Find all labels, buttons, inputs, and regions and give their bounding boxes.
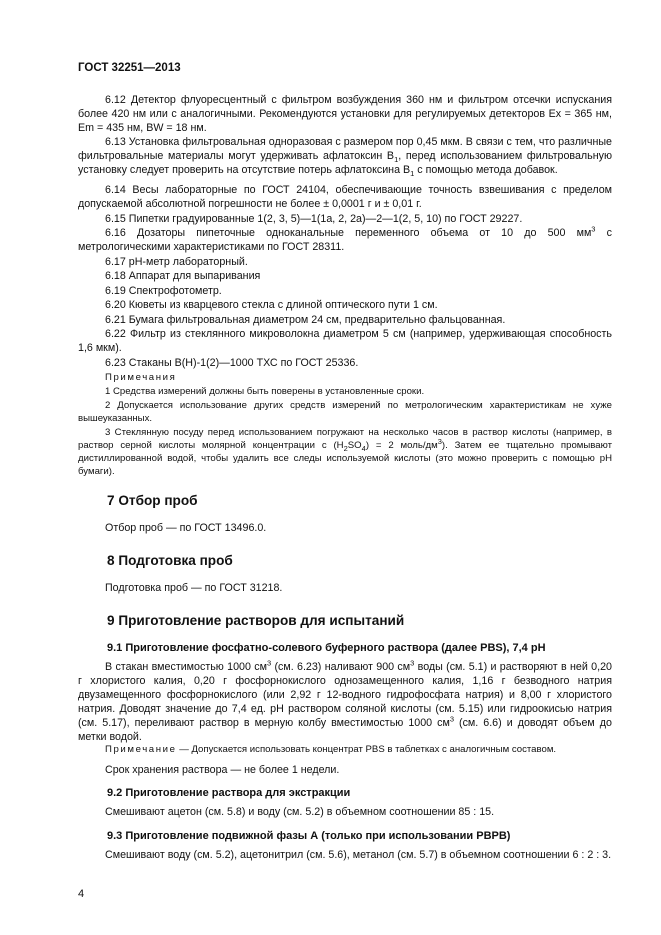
note-3 xyxy=(78,426,612,478)
item-6-21: 6.21 Бумага фильтровальная диаметром 24 см, предварительно фальцованная. xyxy=(105,314,506,326)
superscript: 3 xyxy=(591,224,596,234)
p91-part-d: (см. 6.6) и доводят объем до метки водой. xyxy=(78,717,612,743)
note-3-part-d: ). Затем ее тщательно промывают дистиллированной водой, чтобы удалить все следы используемой кислоты (это можно проверить с помощью pH бумаги). xyxy=(78,440,612,477)
page-number: 4 xyxy=(78,888,85,900)
note-3-part-c: ) = 2 моль/дм xyxy=(365,440,438,451)
item-6-14: 6.14 Весы лабораторные по ГОСТ 24104, обеспечивающие точность взвешивания с пределом допускаемой абсолютной погрешности не более ± 0,0001 г и ± 0,01 г. xyxy=(78,184,612,210)
p91-part-a: В стакан вместимостью 1000 см xyxy=(105,661,267,673)
item-6-16 xyxy=(78,226,612,254)
note-3-part-b: SO xyxy=(347,440,362,451)
subscript: 1 xyxy=(394,155,399,165)
section-8-text: Подготовка проб — по ГОСТ 31218. xyxy=(105,582,283,594)
note-9-1 xyxy=(78,743,612,756)
item-6-13 xyxy=(78,135,612,177)
subsection-9-1-heading: 9.1 Приготовление фосфатно-солевого буферного раствора (далее PBS), 7,4 pH xyxy=(107,642,546,654)
item-6-17: 6.17 pH-метр лабораторный. xyxy=(105,256,248,268)
p91-part-b: (см. 6.23) наливают 900 см xyxy=(271,661,411,673)
document-header: ГОСТ 32251—2013 xyxy=(78,62,181,74)
storage-text: Срок хранения раствора — не более 1 недели. xyxy=(105,764,340,776)
note-text: — Допускается использовать концентрат PBS в таблетках с аналогичным составом. xyxy=(176,744,557,755)
item-6-22: 6.22 Фильтр из стеклянного микроволокна диаметром 5 см (например, удерживающая способность 1,6 мкм). xyxy=(78,328,612,354)
note-label: Примечание xyxy=(105,744,177,755)
section-8-heading: 8 Подготовка проб xyxy=(107,553,233,568)
item-6-13-part-b: , перед использованием фильтровальную установку следует проверить на отсутствие потерь афлатоксина В xyxy=(78,150,612,176)
subsection-9-2-text: Смешивают ацетон (см. 5.8) и воду (см. 5.2) в объемном соотношении 85 : 15. xyxy=(105,806,495,818)
superscript: 3 xyxy=(449,714,454,724)
subscript: 1 xyxy=(410,169,415,179)
item-6-12: 6.12 Детектор флуоресцентный с фильтром возбуждения 360 нм и фильтром отсечки испускания более 420 нм или с аналогичными. Рекомендуются установки для регулируемых детекторов Ex = 365 нм, Em = 435 нм, BW = 18 нм. xyxy=(78,94,612,134)
section-7-heading: 7 Отбор проб xyxy=(107,493,198,508)
subsection-9-3-text: Смешивают воду (см. 5.2), ацетонитрил (см. 5.6), метанол (см. 5.7) в объемном соотношении 6 : 2 : 3. xyxy=(105,849,612,861)
subsection-9-1-text xyxy=(78,660,612,744)
item-6-18: 6.18 Аппарат для выпаривания xyxy=(105,270,261,282)
superscript: 3 xyxy=(410,658,415,668)
notes-title: Примечания xyxy=(105,372,177,383)
subsection-9-2-heading: 9.2 Приготовление раствора для экстракции xyxy=(107,787,351,799)
subscript: 2 xyxy=(343,443,348,453)
subsection-9-3-heading: 9.3 Приготовление подвижной фазы А (только при использовании PBPB) xyxy=(107,830,511,842)
item-6-15: 6.15 Пипетки градуированные 1(2, 3, 5)—1(1а, 2, 2а)—2—1(2, 5, 10) по ГОСТ 29227. xyxy=(105,213,523,225)
note-2: 2 Допускается использование других средств измерений по метрологическим характеристикам не хуже вышеуказанных. xyxy=(78,400,612,424)
item-6-13-part-a: 6.13 Установка фильтровальная одноразовая с размером пор 0,45 мкм. В связи с тем, что различные фильтровальные материалы могут удерживать афлатоксин В xyxy=(78,136,612,162)
item-6-23: 6.23 Стаканы В(Н)-1(2)—1000 ТХС по ГОСТ 25336. xyxy=(105,357,359,369)
note-1: 1 Средства измерений должны быть поверены в установленные сроки. xyxy=(105,386,425,397)
item-6-16-part-a: 6.16 Дозаторы пипеточные одноканальные переменного объема от 10 до 500 мм xyxy=(105,227,592,239)
superscript: 3 xyxy=(266,658,272,668)
item-6-19: 6.19 Спектрофотометр. xyxy=(105,285,222,297)
item-6-20: 6.20 Кюветы из кварцевого стекла с длиной оптического пути 1 см. xyxy=(105,299,438,311)
note-3-part-a: 3 Стеклянную посуду перед использованием погружают на несколько часов в раствор кислоты (например, в раствор серной кислоты молярной концентрации с (H xyxy=(78,427,612,451)
item-6-13-part-c: с помощью метода добавок. xyxy=(414,164,558,176)
subscript: 4 xyxy=(361,443,366,453)
item-6-16-part-b: с метрологическими характеристиками по ГОСТ 28311. xyxy=(78,227,612,253)
p91-part-c: воды (см. 5.1) и растворяют в ней 0,20 г хлористого калия, 0,20 г фосфорнокислого однозамещенного калия, 1,16 г безводного натрия двузамещенного фосфорнокислого (или 2,92 г 12-водного гидрофосфата натрия) и 8,00 г хлористого натрия. Доводят значение до 7,4 ед. pH раствором соляной кислоты (см. 5.15) или гидроокисью натрия (см. 5.17), переливают раствор в мерную колбу вместимостью 1000 см xyxy=(78,661,612,729)
section-7-text: Отбор проб — по ГОСТ 13496.0. xyxy=(105,522,267,534)
superscript: 3 xyxy=(437,436,442,446)
section-9-heading: 9 Приготовление растворов для испытаний xyxy=(107,613,405,628)
